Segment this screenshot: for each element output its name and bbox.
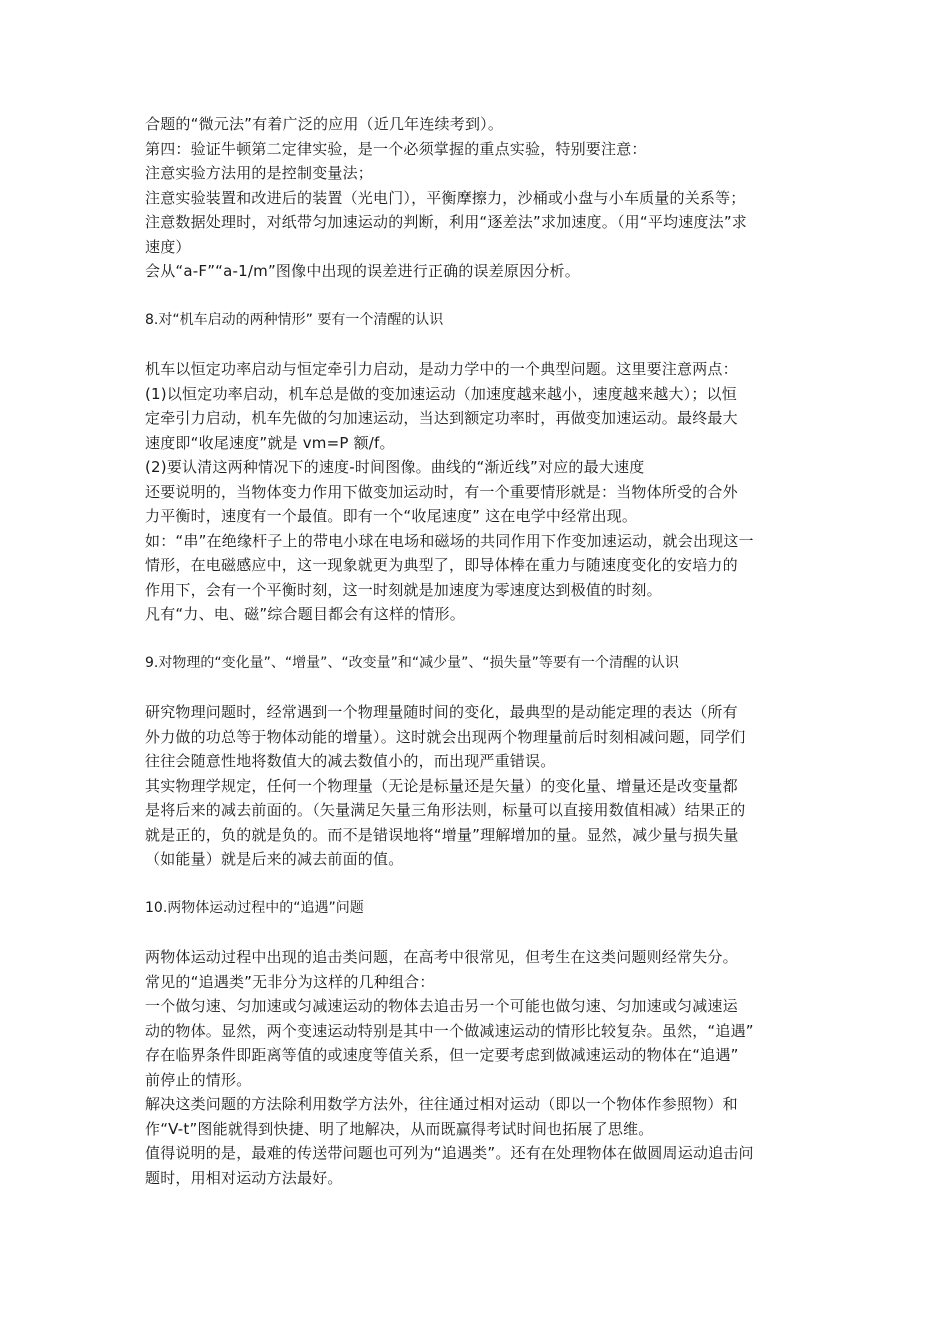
spacer	[145, 627, 807, 652]
paragraph-line: 速度即“收尾速度”就是 vm=P 额/f。	[145, 433, 395, 452]
paragraph-line: 题时，用相对运动方法最好。	[145, 1168, 343, 1187]
paragraph-line: 存在临界条件即距离等值的或速度等值关系，但一定要考虑到做减速运动的物体在“追遇”	[145, 1046, 739, 1064]
paragraph-line: 机车以恒定功率启动与恒定牵引力启动，是动力学中的一个典型问题。这里要注意两点：	[145, 360, 738, 378]
paragraph-line: 第四：验证牛顿第二定律实验，是一个必须掌握的重点实验，特别要注意：	[145, 139, 647, 158]
paragraph-line: 力平衡时，速度有一个最值。即有一个“收尾速度” 这在电学中经常出现。	[145, 507, 638, 525]
paragraph-line: 定牵引力启动，机车先做的匀加速运动，当达到额定功率时，再做变加速运动。最终最大	[145, 409, 738, 427]
spacer	[145, 284, 807, 309]
section-10	[145, 896, 807, 1190]
document-page	[145, 112, 807, 1190]
paragraph-line: 值得说明的是，最难的传送带问题也可列为“追遇类”。还有在处理物体在做圆周运动追击问	[145, 1144, 754, 1162]
section-heading: 9.对物理的“变化量”、“增量”、“改变量”和“减少量”、“损失量”等要有一个清醒的认识	[145, 655, 679, 671]
paragraph-line: 合题的“微元法”有着广泛的应用（近几年连续考到）。	[145, 115, 504, 133]
paragraph-line: 情形，在电磁感应中，这一现象就更为典型了，即导体棒在重力与随速度变化的安培力的	[145, 556, 738, 574]
paragraph-line: 会从“a-F”“a-1/m”图像中出现的误差进行正确的误差原因分析。	[145, 262, 580, 280]
paragraph-line: 作用下，会有一个平衡时刻，这一时刻就是加速度为零速度达到极值的时刻。	[145, 580, 662, 599]
paragraph-line: (2)要认清这两种情况下的速度-时间图像。曲线的“渐近线”对应的最大速度	[145, 458, 645, 476]
paragraph-line: 解决这类问题的方法除利用数学方法外，往往通过相对运动（即以一个物体作参照物）和	[145, 1095, 738, 1113]
paragraph-line: 两物体运动过程中出现的追击类问题，在高考中很常见，但考生在这类问题则经常失分。	[145, 948, 738, 966]
paragraph-line: 就是正的，负的就是负的。而不是错误地将“增量”理解增加的量。显然，减少量与损失量	[145, 825, 739, 844]
spacer	[145, 921, 807, 946]
section-heading: 10.两物体运动过程中的“追遇”问题	[145, 900, 364, 916]
paragraph-line: （如能量）就是后来的减去前面的值。	[145, 850, 404, 868]
paragraph-line: 注意数据处理时，对纸带匀加速运动的判断，利用“逐差法”求加速度。（用“平均速度法”求	[145, 213, 747, 231]
paragraph-line: 速度）	[145, 237, 191, 256]
paragraph-line: 注意实验方法用的是控制变量法；	[145, 164, 374, 182]
paragraph-line: 作“V-t”图能就得到快捷、明了地解决，从而既赢得考试时间也拓展了思维。	[145, 1119, 654, 1138]
paragraph-line: 外力做的功总等于物体动能的增量）。这时就会出现两个物理量前后时刻相减问题，同学们	[145, 727, 746, 746]
paragraph-line: 凡有“力、电、磁”综合题目都会有这样的情形。	[145, 605, 465, 623]
paragraph-line: 其实物理学规定，任何一个物理量（无论是标量还是矢量）的变化量、增量还是改变量都	[145, 776, 738, 795]
intro-block	[145, 112, 807, 284]
paragraph-line: 研究物理问题时，经常遇到一个物理量随时间的变化，最典型的是动能定理的表达（所有	[145, 703, 738, 721]
paragraph-line: 往往会随意性地将数值大的减去数值小的，而出现严重错误。	[145, 752, 556, 770]
paragraph-line: 还要说明的，当物体变力作用下做变加运动时，有一个重要情形就是：当物体所受的合外	[145, 482, 738, 501]
section-8	[145, 308, 807, 627]
paragraph-line: 注意实验装置和改进后的装置（光电门），平衡摩擦力，沙桶或小盘与小车质量的关系等；	[145, 188, 746, 207]
paragraph-line: 如：“串”在绝缘杆子上的带电小球在电场和磁场的共同作用下作变加速运动，就会出现这一	[145, 531, 754, 550]
paragraph-line: (1)以恒定功率启动，机车总是做的变加速运动（加速度越来越小，速度越来越大）；以恒	[145, 384, 737, 403]
spacer	[145, 872, 807, 897]
paragraph-line: 常见的“追遇类”无非分为这样的几种组合：	[145, 972, 435, 991]
paragraph-line: 一个做匀速、匀加速或匀减速运动的物体去追击另一个可能也做匀速、匀加速或匀减速运	[145, 997, 738, 1015]
spacer	[145, 333, 807, 358]
section-9	[145, 651, 807, 872]
paragraph-line: 前停止的情形。	[145, 1070, 252, 1089]
section-heading: 8.对“机车启动的两种情形” 要有一个清醒的认识	[145, 312, 444, 328]
spacer	[145, 676, 807, 701]
paragraph-line: 是将后来的减去前面的。（矢量满足矢量三角形法则，标量可以直接用数值相减）结果正的	[145, 801, 746, 819]
paragraph-line: 动的物体。显然，两个变速运动特别是其中一个做减速运动的情形比较复杂。虽然，“追遇”	[145, 1021, 754, 1040]
